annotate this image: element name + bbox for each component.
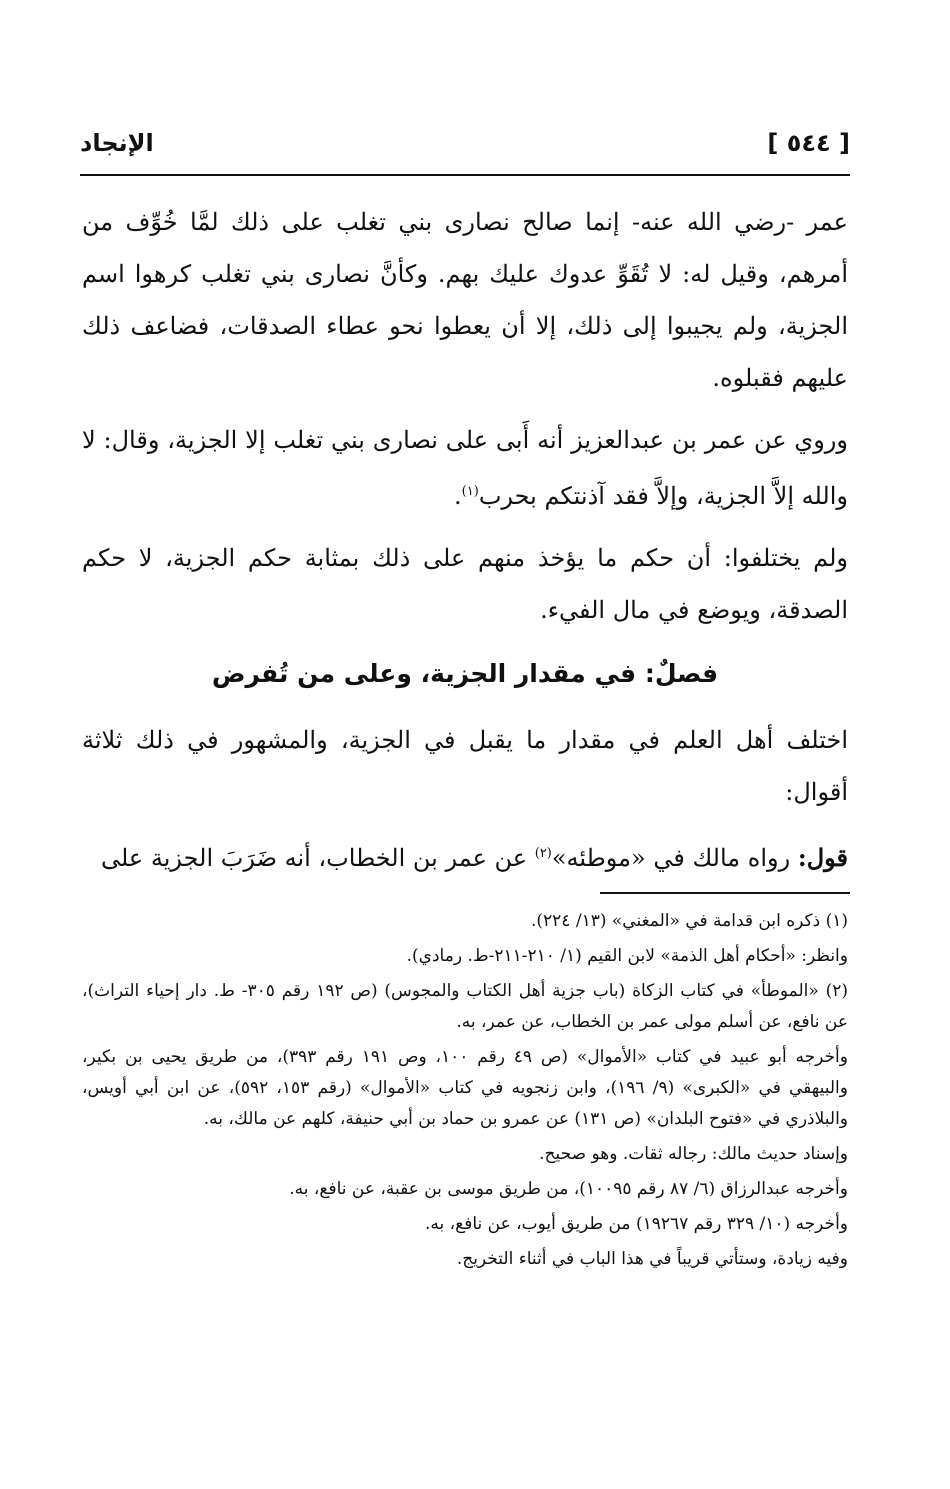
footnotes [82, 906, 848, 1279]
footnote-ref-1[interactable]: (١) [461, 484, 479, 499]
paragraph-5-text-b: عن عمر بن الخطاب، أنه ضَرَبَ الجزية على [100, 844, 535, 872]
paragraph-5 [82, 828, 848, 884]
footnote-2-line-1: (٢) «الموطأ» في كتاب الزكاة (باب جزية أهل الكتاب والمجوس) (ص ١٩٢ رقم ٣٠٥- ط. دار إحياء التراث)، عن نافع، عن أسلم مولى عمر بن الخطاب، عن عمر، به. [82, 981, 848, 1032]
page-number: [ ٥٤٤ ] [767, 129, 850, 157]
footnote-ref-2[interactable]: (٢) [534, 846, 552, 861]
footnote-1-line-1: (١) ذكره ابن قدامة في «المغني» (١٣/ ٢٢٤). [531, 911, 848, 931]
footnote-separator [600, 892, 850, 894]
paragraph-5-lead: قول: [797, 843, 848, 872]
footnote-2-line-6: وفيه زيادة، وستأتي قريباً في هذا الباب في أثناء التخريج. [456, 1249, 848, 1269]
section-heading: فصلٌ: في مقدار الجزية، وعلى من تُفرض [211, 659, 719, 688]
footnote-2-line-4: وأخرجه عبدالرزاق (٦/ ٨٧ رقم ١٠٠٩٥)، من طريق موسى بن عقبة، عن نافع، به. [289, 1179, 848, 1199]
paragraph-2 [82, 414, 848, 522]
paragraph-4: اختلف أهل العلم في مقدار ما يقبل في الجزية، والمشهور في ذلك ثلاثة أقوال: [82, 726, 848, 806]
footnote-1-line-2: وانظر: «أحكام أهل الذمة» لابن القيم (١/ ٢١٠-٢١١-ط. رمادي). [406, 946, 848, 966]
page-header [80, 118, 850, 168]
header-rule [80, 174, 850, 176]
book-title: الإنجاد [80, 129, 154, 157]
paragraph-1: عمر -رضي الله عنه- إنما صالح نصارى بني تغلب على ذلك لمَّا خُوِّف من أمرهم، وقيل له: لا تُقَوِّ عدوك عليك بهم. وكأنَّ نصارى بني تغلب كرهوا اسم الجزية، ولم يجيبوا إلى ذلك، إلا أن يعطوا نحو عطاء الصدقات، فضاعف ذلك عليهم فقبلوه. [82, 208, 848, 392]
paragraph-2-text: وروي عن عمر بن عبدالعزيز أنه أَبى على نصارى بني تغلب إلا الجزية، وقال: لا والله إلاَّ الجزية، وإلاَّ فقد آذنتكم بحرب [82, 426, 848, 510]
footnote-2-line-5: وأخرجه (١٠/ ٣٢٩ رقم ١٩٢٦٧) من طريق أيوب، عن نافع، به. [425, 1214, 848, 1234]
paragraph-5-text-a: رواه مالك في «موطئه» [551, 844, 798, 872]
paragraph-3: ولم يختلفوا: أن حكم ما يؤخذ منهم على ذلك بمثابة حكم الجزية، لا حكم الصدقة، ويوضع في مال الفيء. [82, 544, 848, 624]
paragraph-2-end: . [454, 482, 462, 510]
footnote-2-line-3: وإسناد حديث مالك: رجاله ثقات. وهو صحيح. [539, 1144, 848, 1164]
main-text [82, 196, 848, 894]
footnote-2-line-2: وأخرجه أبو عبيد في كتاب «الأموال» (ص ٤٩ رقم ١٠٠، وص ١٩١ رقم ٣٩٣)، من طريق يحيى بن بكير، والبيهقي في «الكبرى» (٩/ ١٩٦)، وابن زنجويه في كتاب «الأموال» (رقم ١٥٣، ٥٩٢)، عن ابن أبي أويس، والبلاذري في «فتوح البلدان» (ص ١٣١) عن عمرو بن حماد بن أبي حنيفة، كلهم عن مالك، به. [82, 1047, 848, 1129]
